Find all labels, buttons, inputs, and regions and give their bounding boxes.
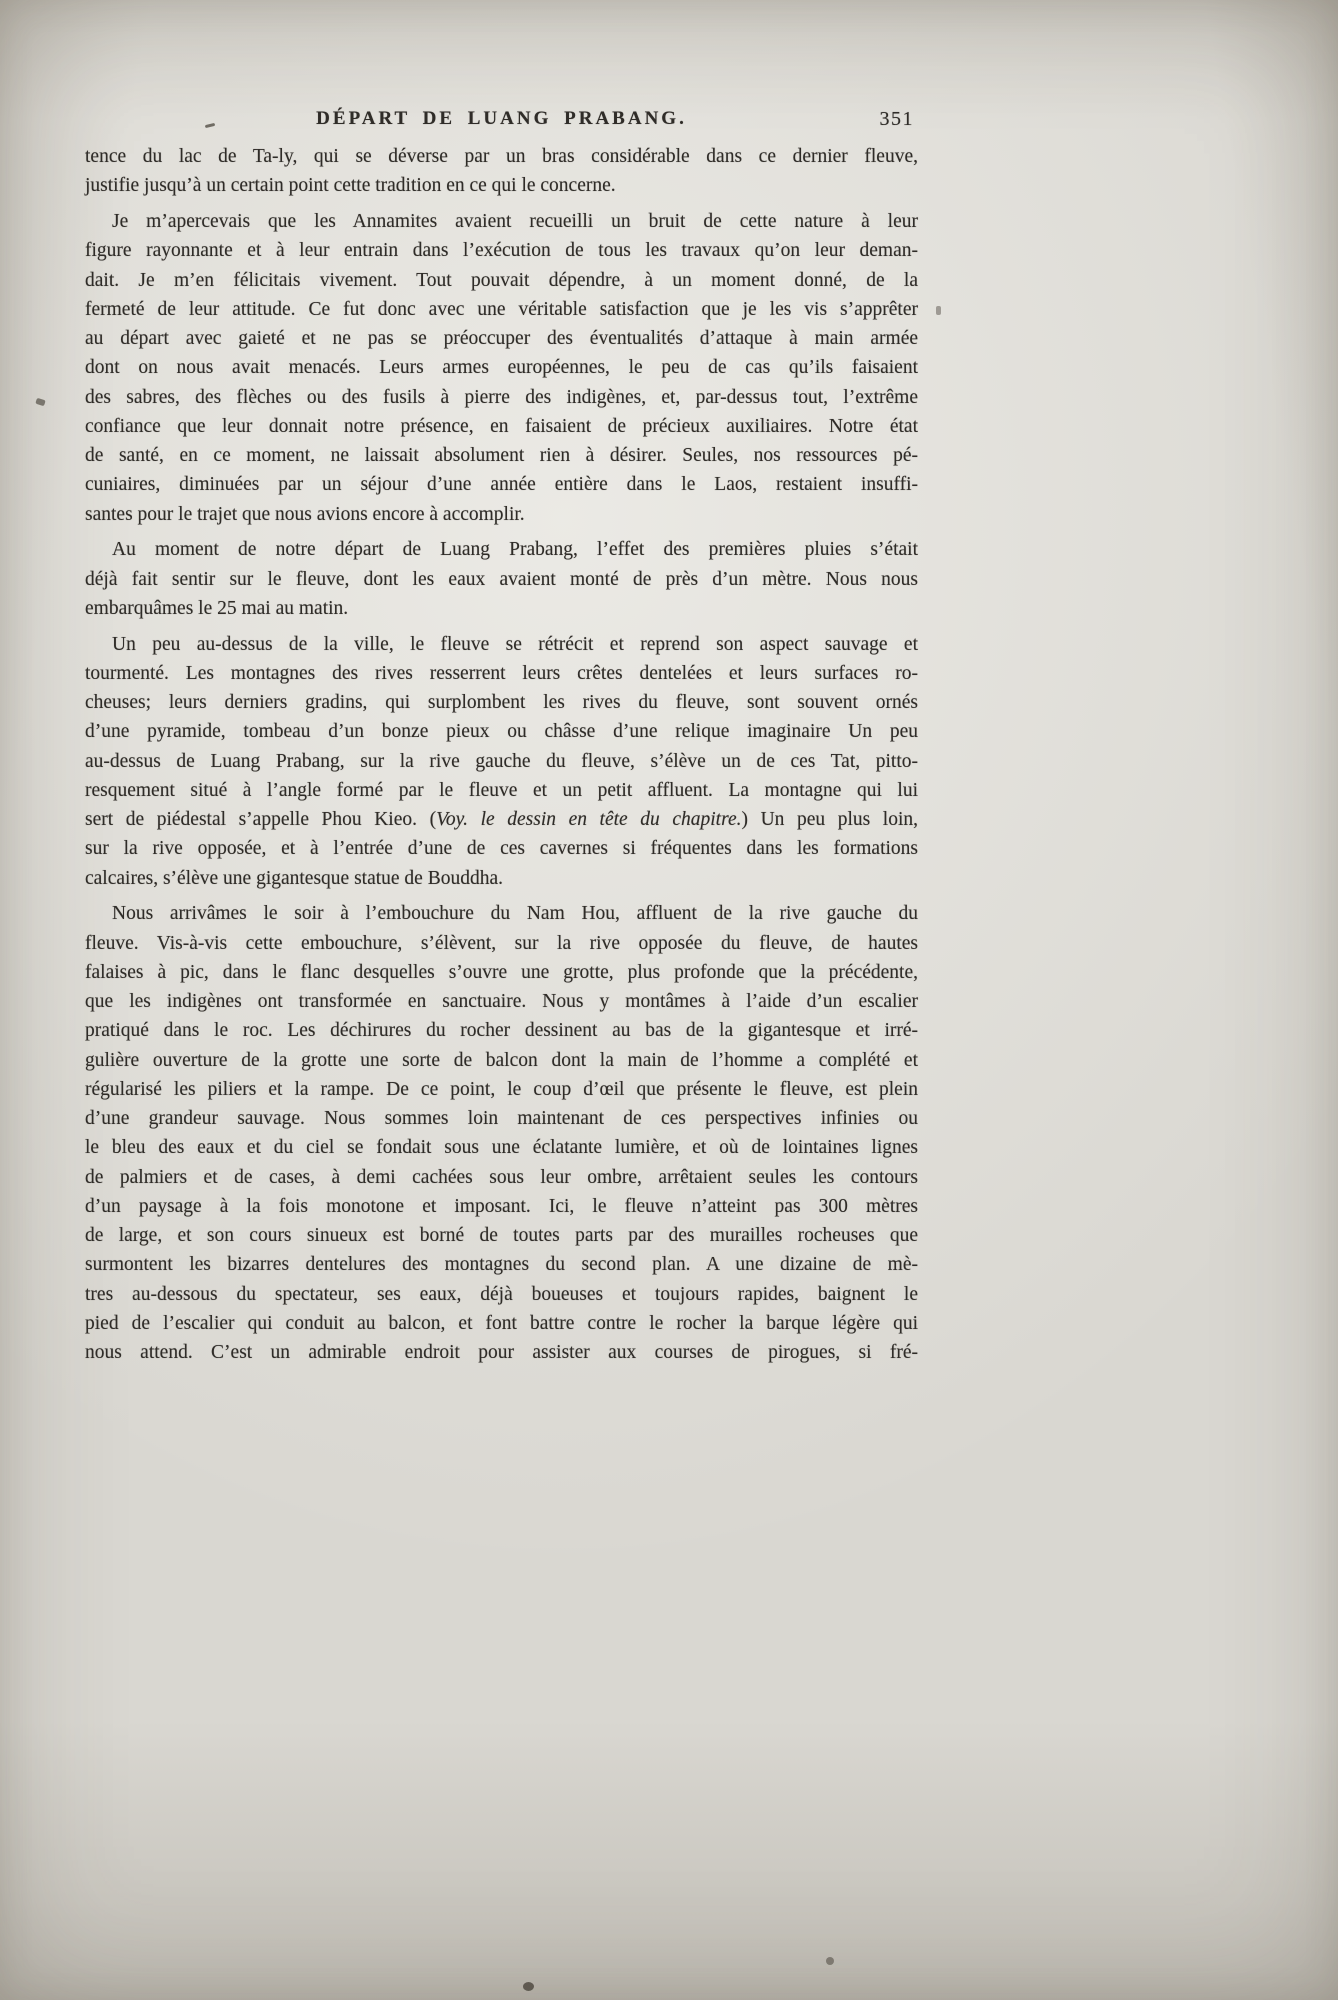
text-line: fermeté de leur attitude. Ce fut donc avec une véritable satisfaction que je les vis s’apprêter [85,298,918,320]
page-header [85,106,918,132]
scan-speck [826,1957,834,1965]
text-line: déjà fait sentir sur le fleuve, dont les eaux avaient monté de près d’un mètre. Nous nous [85,568,918,590]
italic-text: Voy. le dessin en tête du chapitre. [436,809,742,830]
paragraph [85,899,918,1367]
text-line: gulière ouverture de la grotte une sorte de balcon dont la main de l’homme a complété et [85,1049,918,1071]
text-line: fleuve. Vis-à-vis cette embouchure, s’élèvent, sur la rive opposée du fleuve, de hautes [85,932,918,954]
text-line: Nous arrivâmes le soir à l’embouchure du Nam Hou, affluent de la rive gauche du [112,903,918,925]
text-line: sert de piédestal s’appelle Phou Kieo. (Voy. le dessin en tête du chapitre.) Un peu plus loin, [85,809,918,830]
text-line: le bleu des eaux et du ciel se fondait sous une éclatante lumière, et où de lointaines lignes [85,1137,918,1159]
paragraph [85,207,918,529]
text-line: de large, et son cours sinueux est borné de toutes parts par des murailles rocheuses que [85,1225,918,1246]
text-line: d’une pyramide, tombeau d’un bonze pieux ou châsse d’une relique imaginaire Un peu [85,721,918,743]
text-line: des sabres, des flèches ou des fusils à pierre des indigènes, et, par-dessus tout, l’extrême [85,386,918,408]
text-line: tence du lac de Ta-ly, qui se déverse par un bras considérable dans ce dernier fleuve, [85,146,918,167]
text-line: cheuses; leurs derniers gradins, qui surplombent les rives du fleuve, sont souvent ornés [85,692,918,713]
text-line: tres au-dessous du spectateur, ses eaux, déjà boueuses et toujours rapides, baignent le [85,1283,918,1305]
text-line: embarquâmes le 25 mai au matin. [85,597,349,619]
text-line: Un peu au-dessus de la ville, le fleuve se rétrécit et reprend son aspect sauvage et [112,633,918,655]
text-line: dont on nous avait menacés. Leurs armes européennes, le peu de cas qu’ils faisaient [85,357,918,379]
body-text [85,142,918,1367]
text-line: d’un paysage à la fois monotone et imposant. Ici, le fleuve n’atteint pas 300 mètres [85,1195,918,1217]
paragraph [85,535,918,623]
text-line: sur la rive opposée, et à l’entrée d’une de ces cavernes si fréquentes dans les formations [85,838,918,860]
page-content [85,106,918,1367]
text-line: dait. Je m’en félicitais vivement. Tout pouvait dépendre, à un moment donné, de la [85,269,918,291]
paragraph [85,630,918,893]
text-line: au départ avec gaieté et ne pas se préoccuper des éventualités d’attaque à main armée [85,328,918,349]
text-line: falaises à pic, dans le flanc desquelles s’ouvre une grotte, plus profonde que la précédente, [85,961,918,983]
text-line: régularisé les piliers et la rampe. De ce point, le coup d’œil que présente le fleuve, est plein [85,1078,918,1100]
text-line: pied de l’escalier qui conduit au balcon, et font battre contre le rocher la barque légère qui [85,1312,918,1334]
text-line: calcaires, s’élève une gigantesque statue de Bouddha. [85,867,504,889]
text-line: que les indigènes ont transformée en sanctuaire. Nous y montâmes à l’aide d’un escalier [85,991,918,1012]
text-line: santes pour le trajet que nous avions encore à accomplir. [85,503,525,525]
text-line: d’une grandeur sauvage. Nous sommes loin maintenant de ces perspectives infinies ou [85,1108,918,1129]
text-line: pratiqué dans le roc. Les déchirures du rocher dessinent au bas de la gigantesque et irré- [85,1020,918,1042]
text-line: Je m’apercevais que les Annamites avaient recueilli un bruit de cette nature à leur [112,211,918,232]
text-line: resquement situé à l’angle formé par le fleuve et un petit affluent. La montagne qui lui [85,779,918,801]
paragraph [85,142,918,201]
text-line: de palmiers et de cases, à demi cachées sous leur ombre, arrêtaient seules les contours [85,1166,918,1188]
text-line: confiance que leur donnait notre présence, en faisaient de précieux auxiliaires. Notre état [85,415,918,437]
text-line: de santé, en ce moment, ne laissait absolument rien à désirer. Seules, nos ressources pé- [85,445,918,466]
scan-speck [936,306,941,315]
text-line: cuniaires, diminuées par un séjour d’une année entière dans le Laos, restaient insuffi- [85,474,918,496]
text-line: figure rayonnante et à leur entrain dans l’exécution de tous les travaux qu’on leur deman- [85,240,918,262]
text-line: justifie jusqu’à un certain point cette tradition en ce qui le concerne. [85,175,616,197]
scan-speck [523,1982,534,1991]
text-line: surmontent les bizarres dentelures des montagnes du second plan. A une dizaine de mè- [85,1254,918,1276]
page-number: 351 [879,108,914,130]
text-line: tourmenté. Les montagnes des rives resserrent leurs crêtes dentelées et leurs surfaces ro- [85,662,918,684]
text-line: nous attend. C’est un admirable endroit pour assister aux courses de pirogues, si fré- [85,1342,918,1363]
text-line: au-dessus de Luang Prabang, sur la rive gauche du fleuve, s’élève un de ces Tat, pitto- [85,750,918,772]
text-line: Au moment de notre départ de Luang Prabang, l’effet des premières pluies s’était [112,539,918,561]
running-head-title: DÉPART DE LUANG PRABANG. [316,108,687,129]
scan-speck [35,398,45,406]
